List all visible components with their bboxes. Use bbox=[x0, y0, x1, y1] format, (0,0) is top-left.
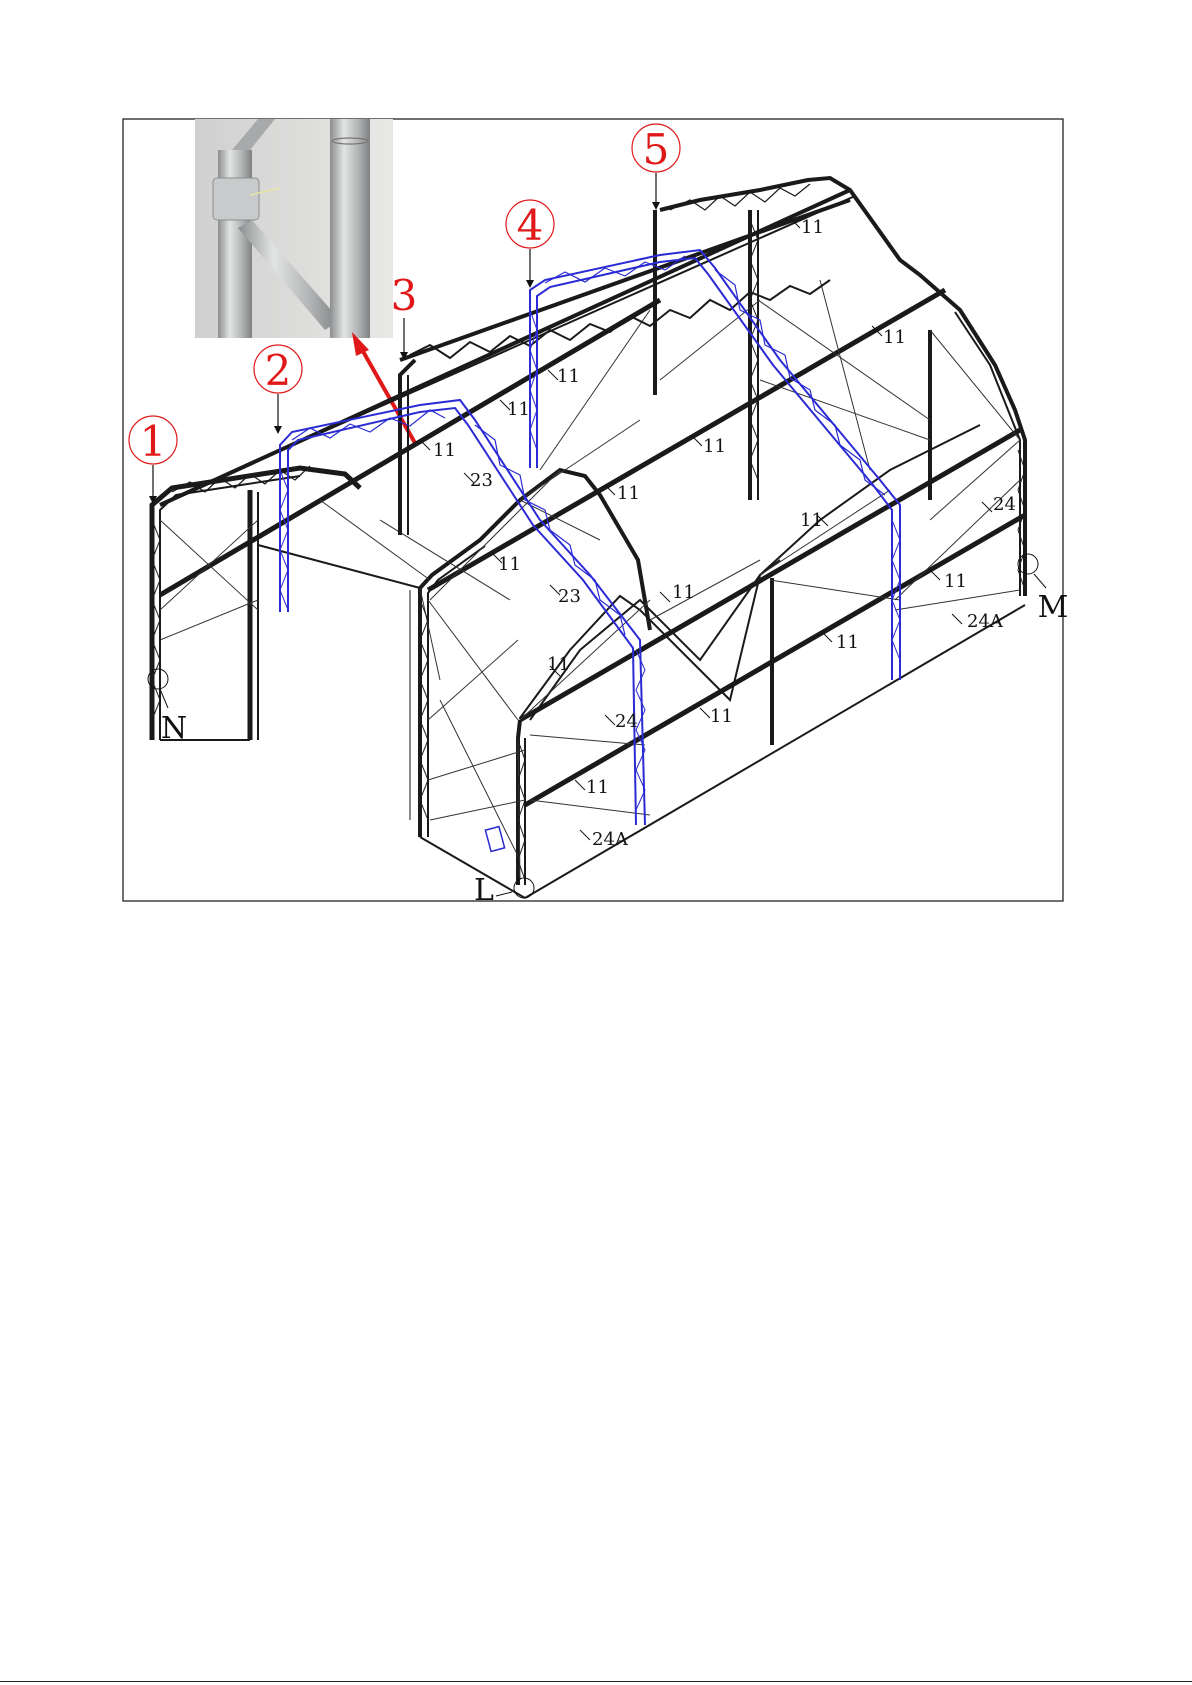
part-label: 11 bbox=[672, 582, 695, 603]
page-bottom-rule bbox=[0, 1681, 1192, 1682]
svg-text:M: M bbox=[1037, 590, 1069, 625]
part-label: 24A bbox=[592, 829, 628, 850]
part-label: 11 bbox=[586, 777, 609, 798]
corner-markers bbox=[148, 554, 1068, 908]
svg-text:1: 1 bbox=[139, 417, 167, 466]
part-label: 11 bbox=[710, 706, 733, 727]
callout-5 bbox=[632, 124, 680, 210]
part-label: 11 bbox=[703, 436, 726, 457]
callout-4 bbox=[506, 200, 554, 288]
part-label: 11 bbox=[800, 510, 823, 531]
callout-2 bbox=[254, 345, 302, 434]
part-label: 11 bbox=[617, 483, 640, 504]
inset-photo bbox=[195, 119, 393, 338]
part-label: 23 bbox=[558, 586, 581, 607]
part-label: 24 bbox=[615, 711, 638, 732]
callout-3 bbox=[391, 271, 418, 360]
part-label: 11 bbox=[547, 654, 570, 675]
part-label: 24 bbox=[993, 494, 1016, 515]
part-label: 23 bbox=[470, 470, 493, 491]
part-label: 11 bbox=[557, 366, 580, 387]
part-label: 11 bbox=[944, 571, 967, 592]
part-label: 11 bbox=[883, 327, 906, 348]
part-label: 24A bbox=[967, 611, 1003, 632]
part-label: 11 bbox=[498, 554, 521, 575]
part-label: 11 bbox=[801, 217, 824, 238]
part-label: 11 bbox=[507, 399, 530, 420]
svg-text:2: 2 bbox=[264, 346, 292, 395]
svg-text:3: 3 bbox=[390, 271, 418, 320]
svg-text:L: L bbox=[474, 873, 494, 908]
svg-text:N: N bbox=[160, 711, 188, 746]
part-label: 11 bbox=[836, 632, 859, 653]
svg-text:5: 5 bbox=[642, 125, 670, 174]
svg-text:4: 4 bbox=[516, 201, 544, 250]
corner-l bbox=[474, 873, 534, 908]
part-label: 11 bbox=[433, 440, 456, 461]
